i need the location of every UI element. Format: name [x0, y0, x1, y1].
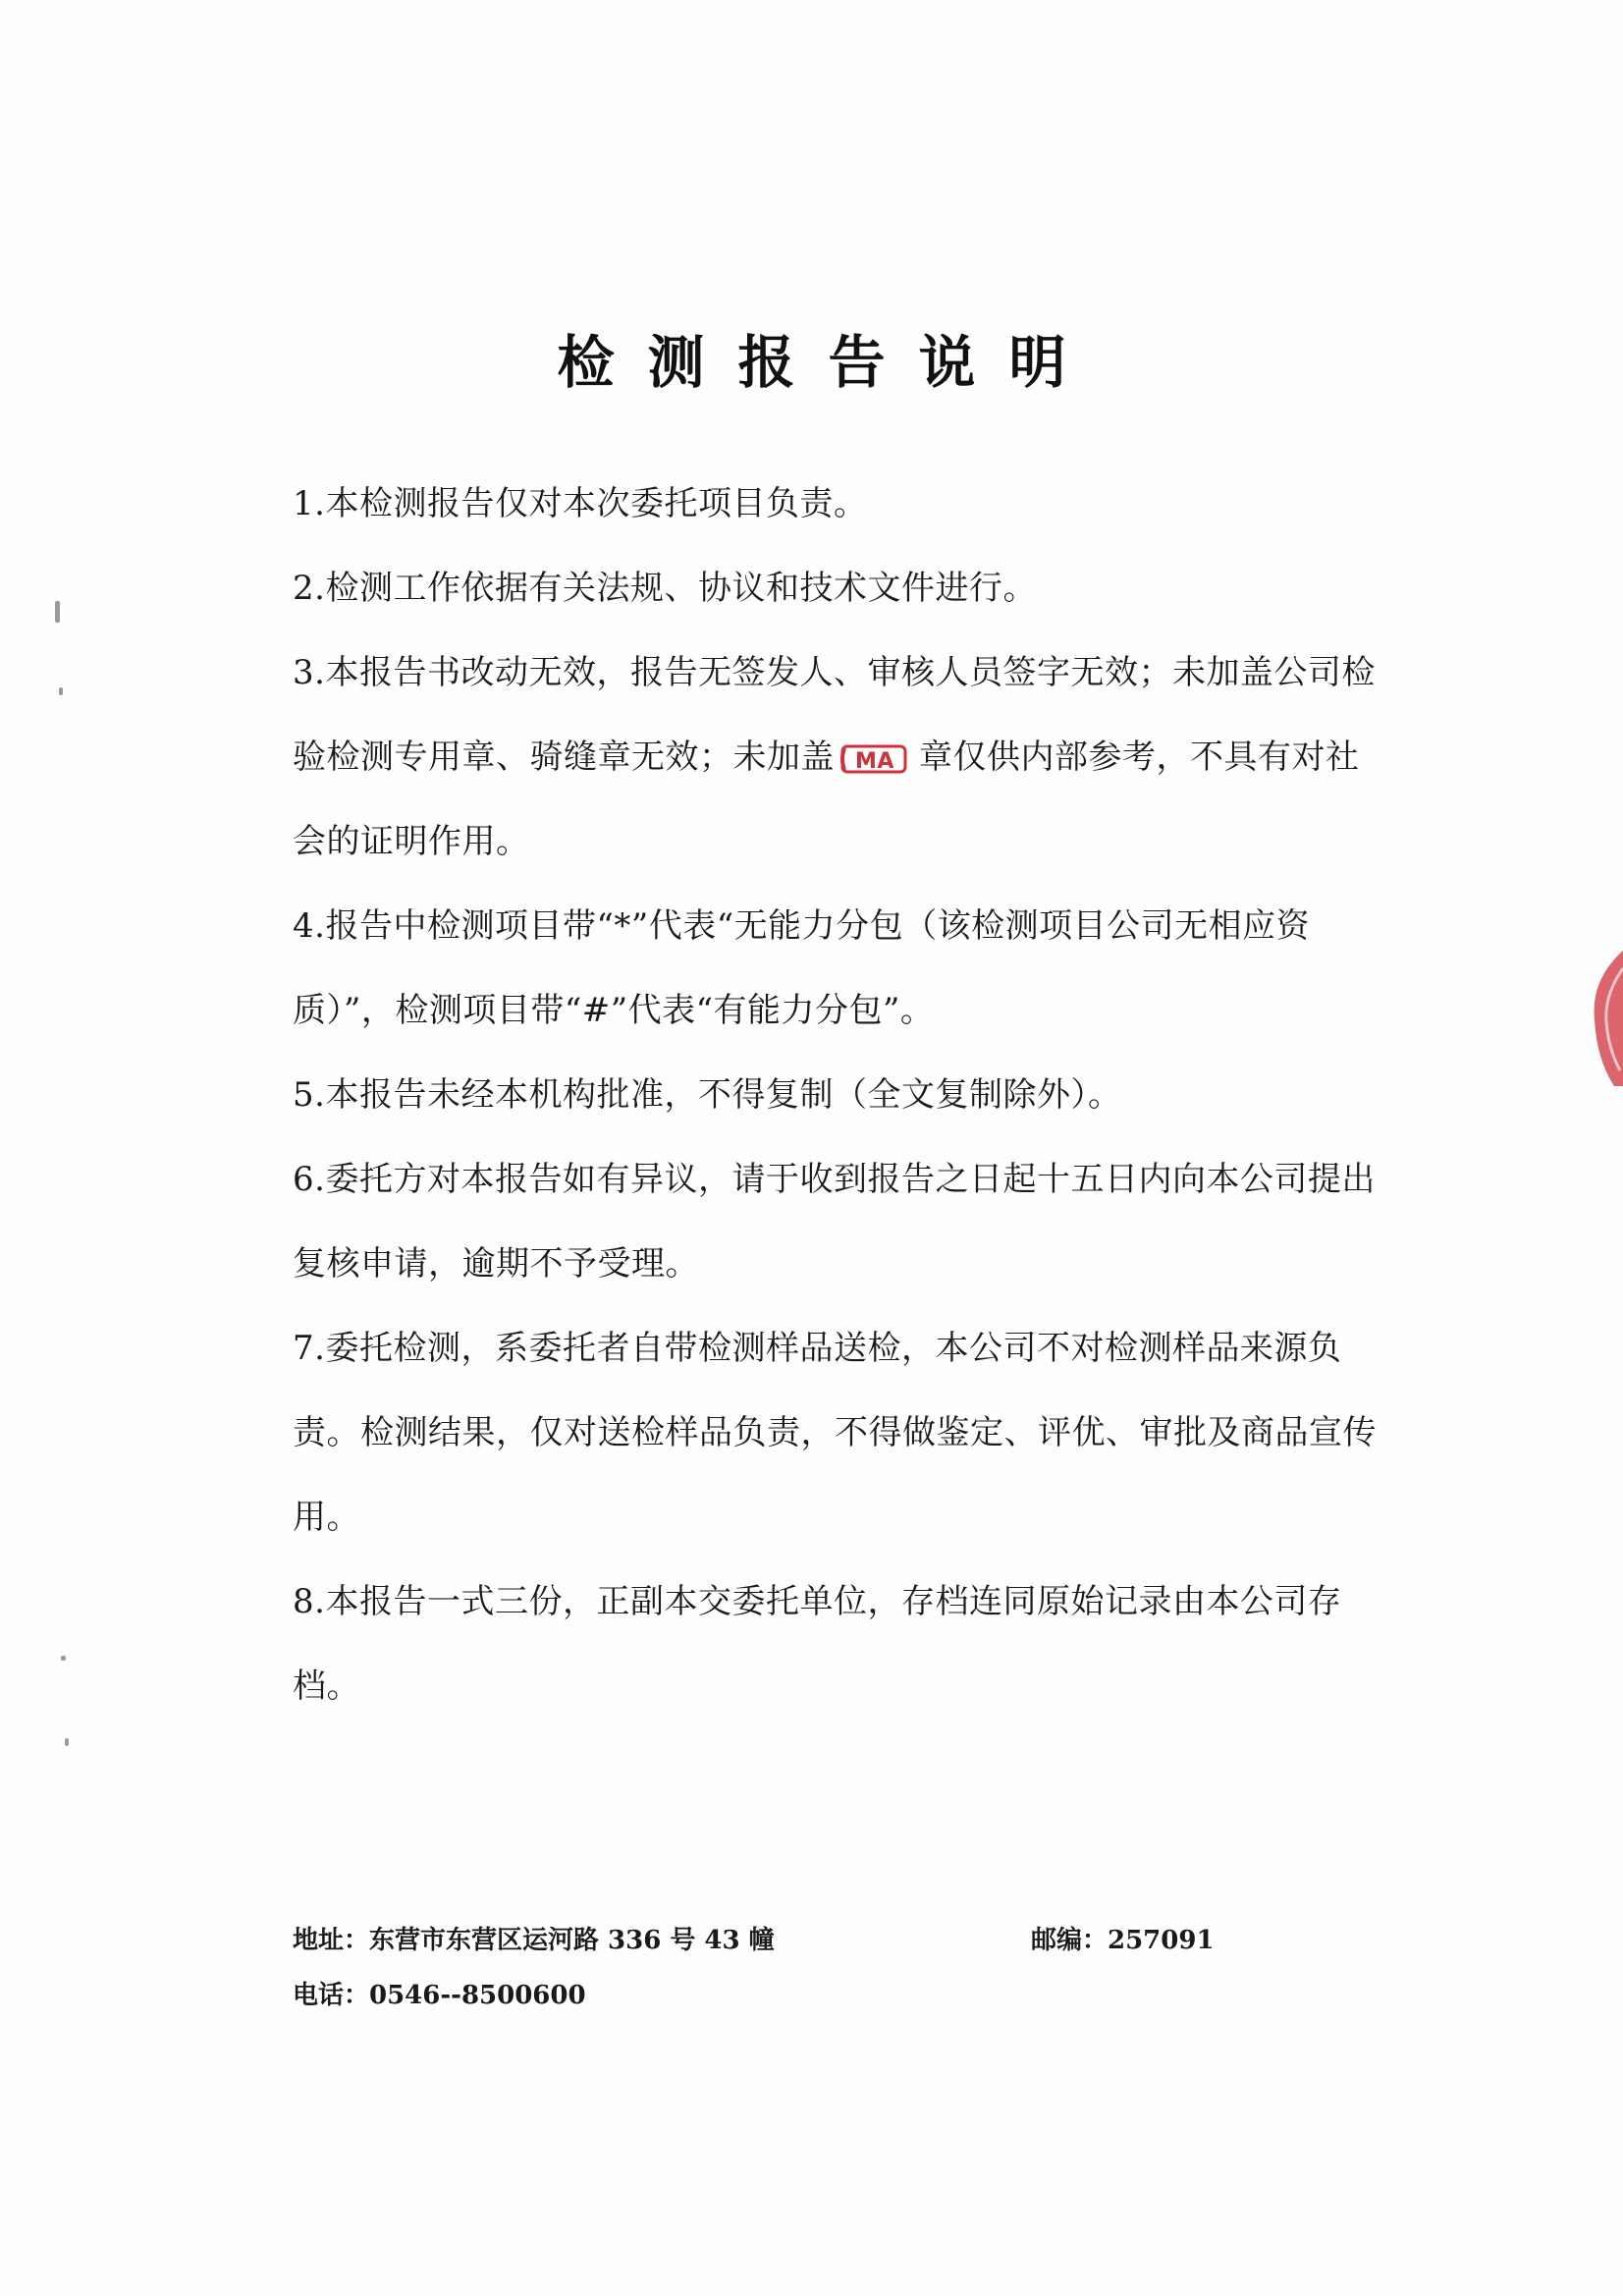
note-item-7: 7.委托检测，系委托者自带检测样品送检，本公司不对检测样品来源负责。检测结果，仅对送检样品负责，不得做鉴定、评优、审批及商品宣传用。 [293, 1329, 1377, 1537]
note-item-8: 8.本报告一式三份，正副本交委托单位，存档连同原始记录由本公司存档。 [293, 1582, 1342, 1706]
note-item-3-text-before: 3.本报告书改动无效，报告无签发人、审核人员签字无效；未加盖公司检验检测专用章、骑缝章无效；未加盖 [293, 653, 1376, 777]
scan-mark-3 [61, 1656, 66, 1661]
cma-mark-label: MA [855, 749, 894, 774]
footer-row-address [293, 1913, 1387, 1968]
seam-seal-icon [1585, 951, 1623, 1086]
page-title: 检测报告说明 [557, 329, 1100, 396]
address-text: 地址：东营市东营区运河路 336 号 43 幢 [293, 1926, 775, 1955]
note-item-5: 5.本报告未经本机构批准，不得复制（全文复制除外）。 [293, 1075, 1122, 1115]
note-item-4: 4.报告中检测项目带“*”代表“无能力分包（该检测项目公司无相应资质）”，检测项目带“#”代表“有能力分包”。 [293, 906, 1311, 1030]
note-item-6: 6.委托方对本报告如有异议，请于收到报告之日起十五日内向本公司提出复核申请，逾期不予受理。 [293, 1160, 1376, 1284]
note-item-1: 1.本检测报告仅对本次委托项目负责。 [293, 484, 868, 523]
note-item-2: 2.检测工作依据有关法规、协议和技术文件进行。 [293, 569, 1037, 608]
note-item-3-text-after: 章仅供内部参考，不具有对社会的证明作用。 [293, 738, 1360, 861]
scan-mark-2 [59, 687, 63, 695]
phone-text: 电话：0546--8500600 [293, 1981, 586, 2010]
cma-mark-icon [839, 740, 909, 778]
postcode-text: 邮编：257091 [1031, 1926, 1215, 1955]
scan-mark-1 [55, 601, 60, 623]
note-item-3 [293, 630, 1387, 884]
scan-mark-4 [65, 1738, 69, 1746]
notes-list [293, 462, 1387, 1728]
contact-footer [293, 1913, 1387, 2023]
footer-row-phone [293, 1968, 1387, 2023]
